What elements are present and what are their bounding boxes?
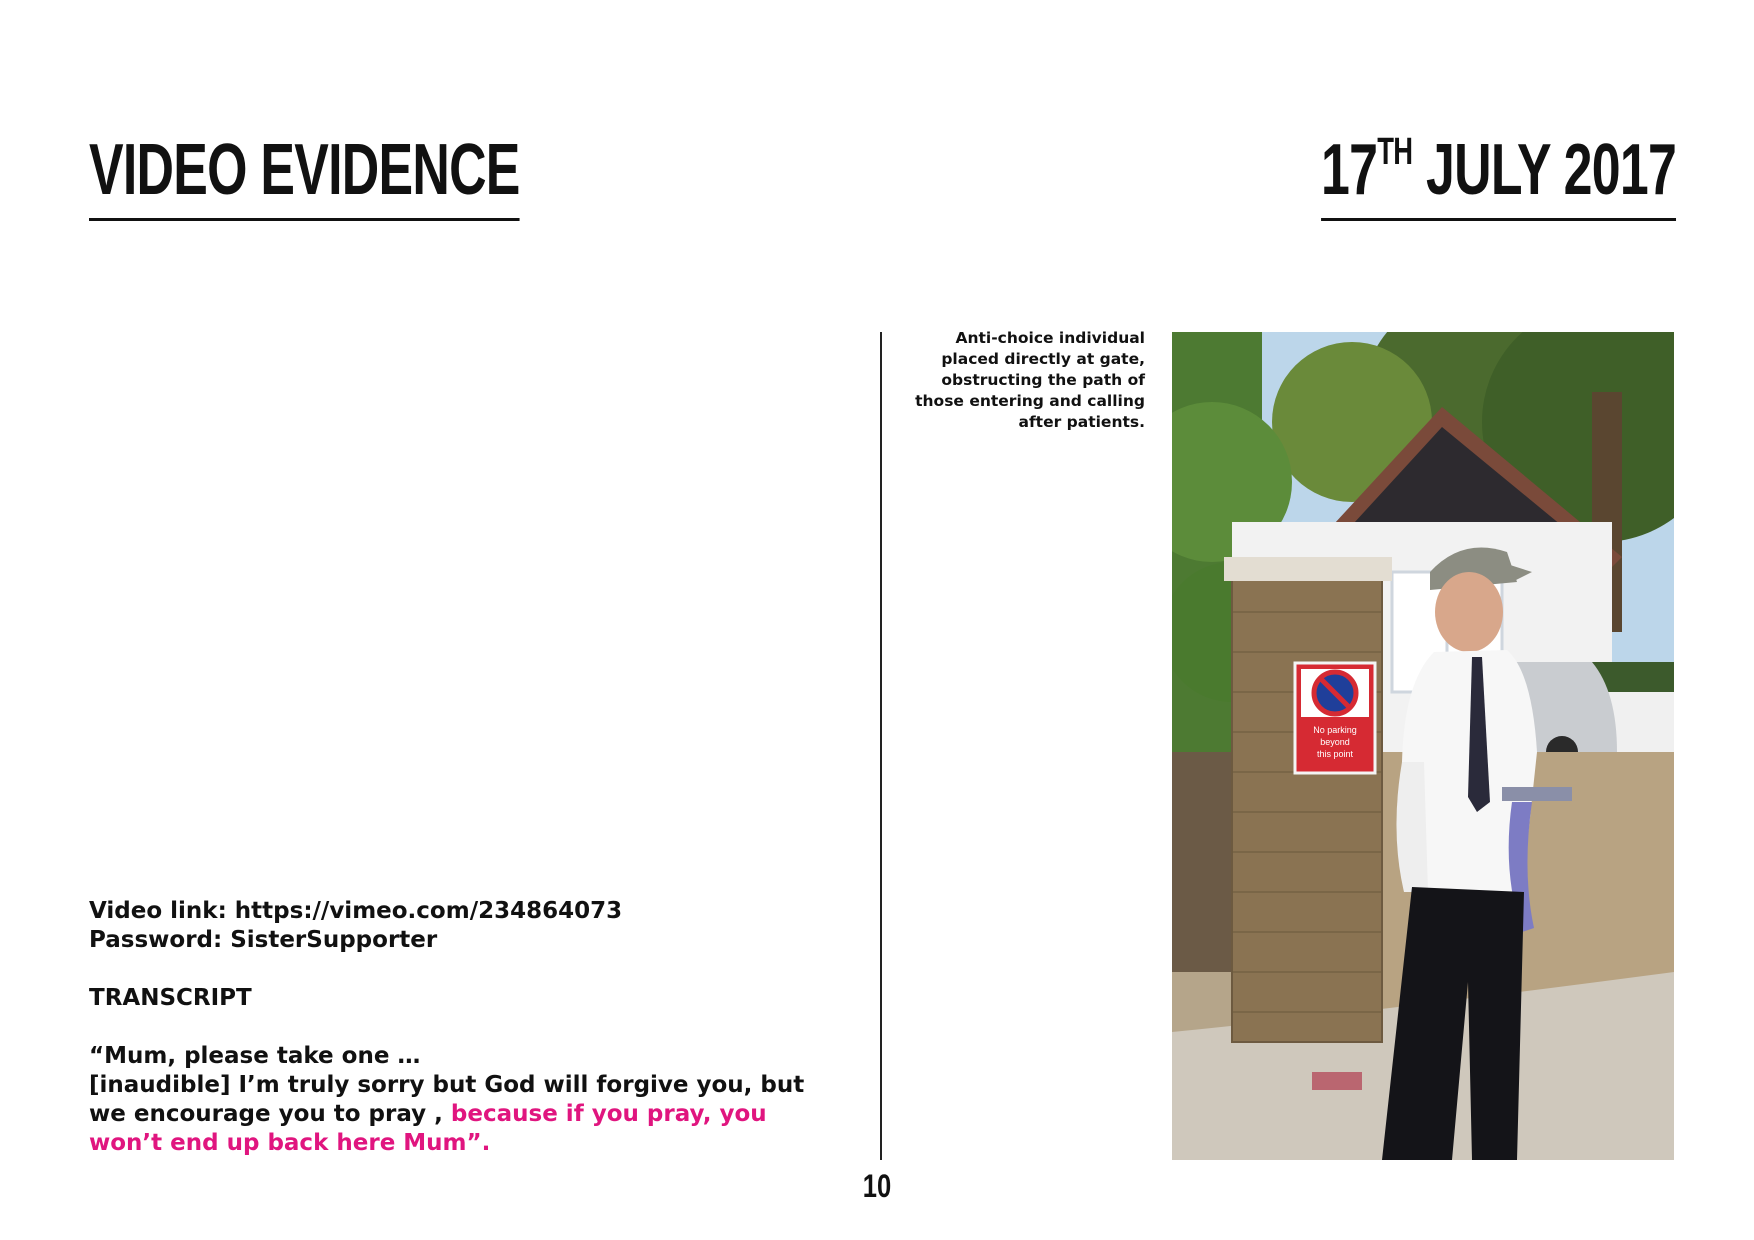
page-title: VIDEO EVIDENCE (89, 128, 520, 221)
transcript-text: [inaudible] I’m truly sorry but God will forgive you, but we encourage you to pray , (89, 1072, 813, 1127)
evidence-photo (1172, 332, 1674, 1160)
transcript-line-1: “Mum, please take one … (89, 1043, 421, 1069)
password-line (89, 926, 809, 955)
password-label: Password: (89, 927, 231, 953)
column-divider (880, 332, 882, 1160)
date-day: 17 (1320, 130, 1378, 210)
photo-caption: Anti-choice individual placed directly at gate, obstructing the path of those entering and calling after patients. (915, 329, 1145, 431)
sign-text-3: this point (1316, 749, 1354, 759)
password-value: SisterSupporter (230, 927, 438, 953)
video-link[interactable]: https://vimeo.com/234864073 (234, 898, 623, 924)
sign-text-2: beyond (1320, 737, 1350, 747)
date-month-year: JULY 2017 (1412, 130, 1676, 210)
video-link-line (89, 897, 809, 926)
video-info (89, 897, 813, 1158)
date-heading (1321, 128, 1676, 221)
transcript-highlight: because if you pray, you won’t end up back here Mum”. (89, 1101, 767, 1156)
transcript-line-2 (89, 1071, 813, 1158)
video-link-label: Video link: (89, 898, 235, 924)
sign-text-1: No parking (1313, 725, 1357, 735)
date-suffix: TH (1377, 131, 1413, 173)
transcript-heading: TRANSCRIPT (89, 985, 252, 1011)
page-number: 10 (862, 1168, 892, 1204)
